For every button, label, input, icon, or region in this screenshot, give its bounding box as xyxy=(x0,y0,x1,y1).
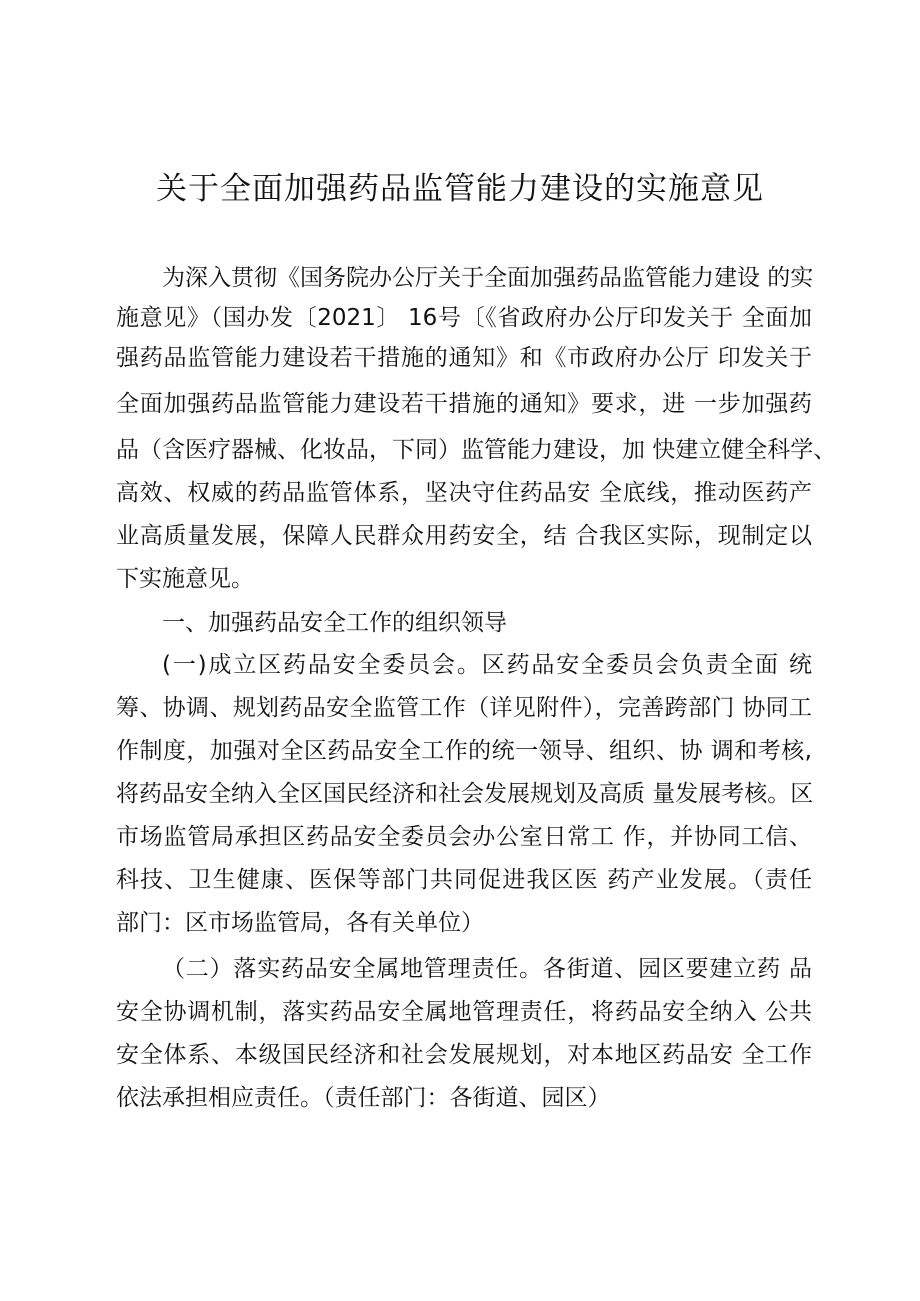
para2-line-2: 安全协调机制，落实药品安全属地管理责任，将药品安全纳入 公共 xyxy=(116,999,812,1025)
intro-line-4: 全面加强药品监管能力建设若干措施的通知》要求，进 一步加强药 xyxy=(116,391,812,417)
para2-line-4: 依法承担相应责任。（责任部门：各街道、园区） xyxy=(116,1085,611,1111)
para1-line-1: (一)成立区药品安全委员会。区药品安全委员会负责全面 统 xyxy=(162,652,812,678)
para1-line-5: 市场监管局承担区药品安全委员会办公室日常工 作，并协同工信、 xyxy=(116,824,812,850)
intro-line-6: 高效、权威的药品监管体系，坚决守住药品安 全底线，推动医药产 xyxy=(116,480,812,506)
document-title: 关于全面加强药品监管能力建设的实施意见 xyxy=(156,171,764,207)
para2-line-1: （二）落实药品安全属地管理责任。各街道、园区要建立药 品 xyxy=(162,956,812,982)
para1-line-7: 部门：区市场监管局，各有关单位） xyxy=(116,910,484,936)
para1-line-2: 筹、协调、规划药品安全监管工作（详见附件），完善跨部门 协同工 xyxy=(116,695,812,721)
section-heading-1: 一、加强药品安全工作的组织领导 xyxy=(162,610,507,636)
intro-line-5: 品（含医疗器械、化妆品，下同）监管能力建设，加 快建立健全科学、 xyxy=(116,437,837,463)
para1-line-6: 科技、卫生健康、医保等部门共同促进我区医 药产业发展。（责任 xyxy=(116,867,812,893)
intro-line-2: 施意见》（国办发〔2021〕 16号〔《省政府办公厅印发关于 全面加 xyxy=(116,305,812,331)
intro-line-7: 业高质量发展，保障人民群众用药安全，结 合我区实际，现制定以 xyxy=(116,523,812,549)
para1-line-3: 作制度，加强对全区药品安全工作的统一领导、组织、协 调和考核, xyxy=(116,738,812,764)
intro-line-1: 为深入贯彻《国务院办公厅关于全面加强药品监管能力建设 的实 xyxy=(162,265,814,291)
para1-line-4: 将药品安全纳入全区国民经济和社会发展规划及高质 量发展考核。区 xyxy=(116,781,814,807)
intro-line-8: 下实施意见。 xyxy=(116,566,254,592)
para2-line-3: 安全体系、本级国民经济和社会发展规划，对本地区药品安 全工作 xyxy=(116,1042,812,1068)
intro-line-3: 强药品监管能力建设若干措施的通知》和《市政府办公厅 印发关于 xyxy=(116,345,812,371)
